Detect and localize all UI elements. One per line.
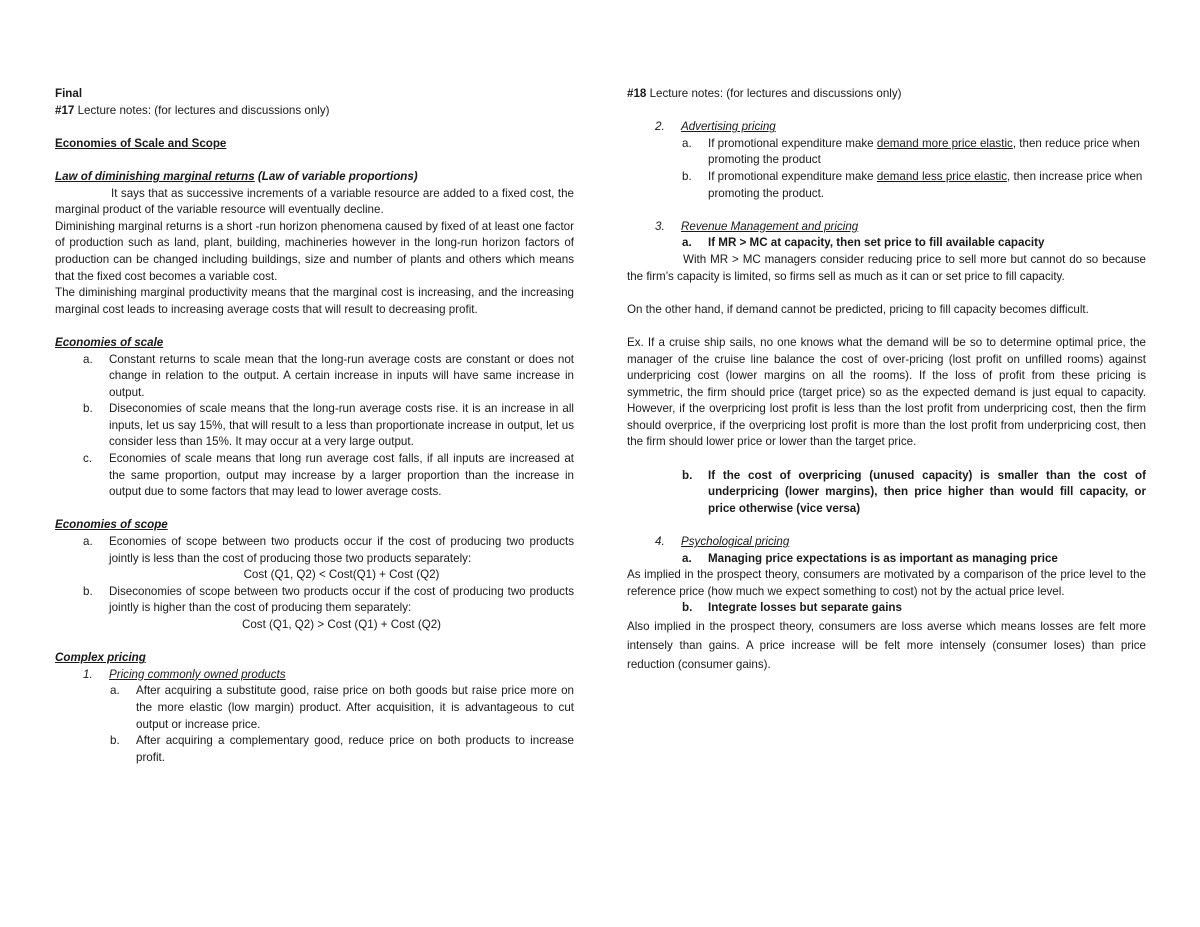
left-column (55, 86, 574, 766)
list-text: After acquiring a substitute good, raise price on both goods but raise price more on the more elastic (low margin) product. After acquisition, it is advantageous to cut output or increase price. (136, 684, 574, 731)
list-text: Managing price expectations is as important as managing price (708, 551, 1058, 565)
list-item (55, 683, 574, 733)
list-text: If promotional expenditure make (708, 136, 877, 150)
numbered-item (627, 534, 1146, 551)
list-text: , then increase price when promoting the product. (708, 169, 1143, 200)
economies-title: Economies of Scale and Scope (55, 136, 227, 150)
list-text: Constant returns to scale mean that the long-run average costs are constant or does not change in relation to the output. A certain increase in inputs will have same increase in output. (109, 352, 574, 399)
list-item (627, 600, 1146, 617)
revenue-paragraph-3: Ex. If a cruise ship sails, no one knows what the demand will be so to determine optimal price, the manager of the cruise line balance the cost of over-pricing (lost profit on unfilled rooms) against underpricing cost (lower margins on all the rooms). If the loss of profit from these pricing is symmetric, the firm should price (target price) so as the expected demand is just equal to capacity. However, if the overpricing lost profit is less than the lost profit from underpricing cost, then the firm should overprice, if the overpricing lost profit is more than the lost profit from underpricing cost, then the firm should lower price or lower than the target price. (627, 335, 1146, 449)
revenue-paragraph-1: With MR > MC managers consider reducing price to sell more but cannot do so because the firm’s capacity is limited, so firms sell as much as it can or set price to fill capacity. (627, 252, 1146, 283)
list-item (627, 551, 1146, 568)
numbered-item (627, 219, 1146, 236)
list-label: b. (682, 601, 693, 615)
law-paragraph-2: Diminishing marginal returns is a short -run horizon phenomena caused by fixed of at least one factor of production such as land, plant, building, machineries however in the long-run horizon factors of production can be changed including buildings, size and number of plants and others which means that the fixed cost becomes a variable cost. (55, 219, 574, 283)
formula: Cost (Q1, Q2) > Cost (Q1) + Cost (Q2) (241, 618, 442, 631)
list-label: a. (682, 551, 692, 565)
right-column (627, 86, 1146, 674)
lecture-17-heading (55, 103, 574, 120)
list-text: Diseconomies of scale means that the long-run average costs rise. it is an increase in all inputs, let us say 15%, that will result to a less than proportionate increase in output, let us consider less than 15%. It may occur at a very large output. (109, 402, 574, 449)
lecture-18-text: Lecture notes: (for lectures and discussions only) (646, 87, 902, 100)
list-label: 1. (83, 667, 93, 681)
scope-title: Economies of scope (55, 518, 168, 532)
psychological-paragraph-1: As implied in the prospect theory, consumers are motivated by a comparison of the price level to the reference price (how much we expect something to cost) not by the actual price level. (627, 568, 1146, 598)
list-label: a. (682, 236, 692, 250)
law-paragraph-3: The diminishing marginal productivity means that the marginal cost is increasing, and the increasing marginal cost leads to increasing average costs that will result to decreasing profit. (55, 286, 574, 316)
list-item (55, 733, 574, 766)
list-text: Integrate losses but separate gains (708, 601, 902, 615)
law-title: Law of diminishing marginal returns (55, 169, 255, 183)
formula: Cost (Q1, Q2) < Cost(Q1) + Cost (Q2) (243, 568, 440, 582)
list-text: , then reduce price when promoting the product (708, 136, 1140, 167)
list-label: 2. (655, 120, 665, 134)
list-label: a. (83, 352, 93, 366)
list-item (627, 468, 1146, 518)
list-label: b. (110, 734, 120, 748)
lecture-17-text: Lecture notes: (for lectures and discussions only) (74, 103, 330, 117)
list-item (55, 534, 574, 584)
list-text: If promotional expenditure make (708, 169, 877, 183)
revenue-paragraph-2: On the other hand, if demand cannot be predicted, pricing to fill capacity becomes difficult. (627, 302, 1089, 316)
list-label: b. (682, 468, 693, 482)
list-label: b. (682, 169, 692, 183)
list-text: Economies of scale means that long run average cost falls, if all inputs are increased at the same proportion, output may increase by a larger proportion than the increase in output due to some factors that may lead to lower average costs. (109, 452, 574, 499)
list-label: 4. (655, 535, 665, 549)
list-label: b. (83, 584, 93, 598)
scale-title: Economies of scale (55, 335, 164, 349)
law-heading (55, 169, 574, 186)
list-label: a. (110, 684, 120, 698)
list-text: Economies of scope between two products occur if the cost of producing two products jointly is less than the cost of producing those two products separately: (109, 535, 574, 565)
complex-1-title: Pricing commonly owned products (109, 667, 286, 681)
list-item (55, 352, 574, 402)
list-item (627, 136, 1146, 169)
numbered-item (627, 119, 1146, 136)
list-item (55, 584, 574, 634)
list-text-underlined: demand less price elastic (876, 169, 1008, 183)
list-label: b. (83, 402, 93, 416)
psychological-paragraph-2: Also implied in the prospect theory, consumers are loss averse which means losses are felt more intensely than gains. A price increase will be felt more intensely (consumer loses) than price reduction (consumer gains). (627, 620, 1146, 671)
list-label: 3. (655, 219, 665, 233)
numbered-item (55, 667, 574, 684)
list-item (627, 169, 1146, 202)
list-text: If MR > MC at capacity, then set price to fill available capacity (708, 236, 1045, 250)
complex-title: Complex pricing (55, 651, 146, 665)
list-text-underlined: demand more price elastic (876, 136, 1013, 150)
final-label: Final (55, 87, 83, 100)
law-paragraph-1: It says that as successive increments of a variable resource are added to a fixed cost, the marginal product of the variable resource will eventually decline. (55, 186, 574, 217)
list-text: If the cost of overpricing (unused capacity) is smaller than the cost of underpricing (lower margins), then price higher than would fill capacity, or price otherwise (vice versa) (708, 468, 1146, 515)
psychological-title: Psychological pricing (681, 535, 790, 549)
list-item (627, 235, 1146, 252)
law-subtitle: (Law of variable proportions) (254, 169, 418, 183)
list-label: a. (83, 535, 93, 549)
revenue-title: Revenue Management and pricing (681, 219, 859, 233)
list-item (55, 401, 574, 451)
list-text: After acquiring a complementary good, reduce price on both products to increase profit. (136, 734, 574, 764)
list-label: a. (682, 136, 692, 150)
lecture-18-number: #18 (627, 87, 647, 100)
list-item (55, 451, 574, 501)
lecture-17-number: #17 (55, 103, 75, 117)
list-label: c. (83, 452, 93, 466)
advertising-title: Advertising pricing (681, 120, 776, 134)
lecture-18-heading (627, 86, 1146, 103)
list-text: Diseconomies of scope between two products occur if the cost of producing two products jointly is higher than the cost of producing them separately: (109, 584, 574, 615)
